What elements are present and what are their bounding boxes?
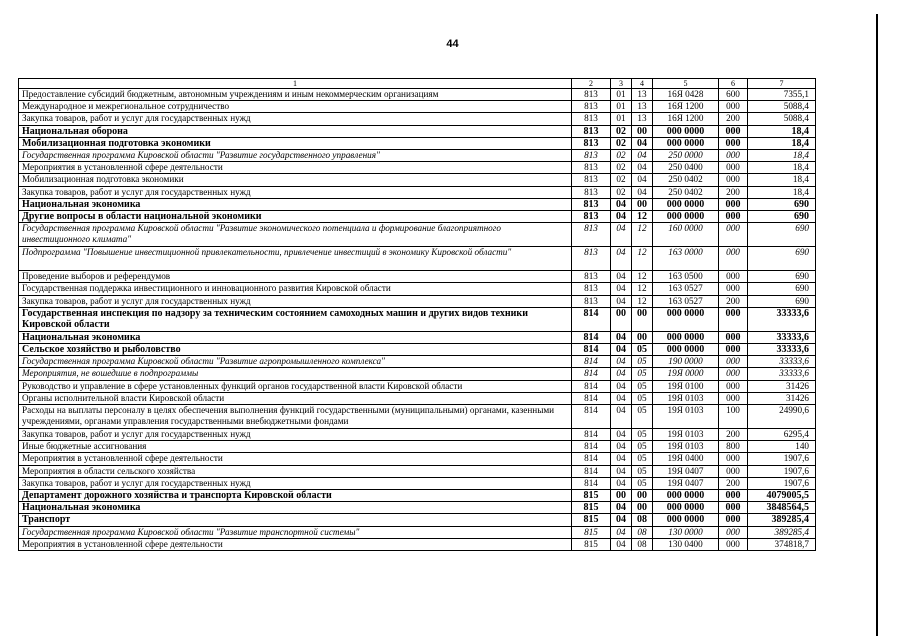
code-cell: 815 [572, 526, 611, 538]
expense-type-cell: 000 [719, 223, 748, 247]
code-cell: 813 [572, 101, 611, 113]
subsection-cell: 08 [632, 514, 653, 526]
amount-cell: 389285,4 [748, 514, 816, 526]
expense-type-cell: 000 [719, 137, 748, 149]
amount-cell: 33333,6 [748, 307, 816, 331]
section-cell: 04 [611, 283, 632, 295]
section-cell: 02 [611, 162, 632, 174]
subsection-cell: 05 [632, 344, 653, 356]
expense-type-cell: 000 [719, 198, 748, 210]
expense-type-cell: 000 [719, 538, 748, 550]
section-cell: 02 [611, 174, 632, 186]
table-row [19, 271, 816, 283]
section-cell: 04 [611, 247, 632, 271]
subsection-cell: 08 [632, 526, 653, 538]
expense-type-cell: 200 [719, 477, 748, 489]
code-cell: 814 [572, 429, 611, 441]
expense-type-cell: 000 [719, 211, 748, 223]
section-cell: 01 [611, 89, 632, 101]
amount-cell: 33333,6 [748, 344, 816, 356]
code-cell: 814 [572, 344, 611, 356]
amount-cell: 31426 [748, 392, 816, 404]
code-cell: 814 [572, 307, 611, 331]
section-cell: 04 [611, 331, 632, 343]
expense-type-cell: 600 [719, 89, 748, 101]
expense-type-cell: 000 [719, 344, 748, 356]
table-row [19, 514, 816, 526]
row-name-cell: Департамент дорожного хозяйства и транспорта Кировской области [19, 490, 572, 502]
expense-type-cell: 000 [719, 271, 748, 283]
table-row [19, 441, 816, 453]
subsection-cell: 13 [632, 113, 653, 125]
section-cell: 04 [611, 477, 632, 489]
target-article-cell: 163 0500 [653, 271, 719, 283]
row-name-cell: Мероприятия в установленной сфере деятельности [19, 538, 572, 550]
section-cell: 04 [611, 441, 632, 453]
table-row [19, 453, 816, 465]
row-name-cell: Мероприятия в установленной сфере деятельности [19, 162, 572, 174]
header-cell-7: 7 [748, 79, 816, 89]
scan-edge-line [876, 14, 878, 636]
subsection-cell: 12 [632, 223, 653, 247]
header-cell-4: 4 [632, 79, 653, 89]
target-article-cell: 16Я 1200 [653, 113, 719, 125]
amount-cell: 4079005,5 [748, 490, 816, 502]
row-name-cell: Национальная оборона [19, 125, 572, 137]
subsection-cell: 04 [632, 162, 653, 174]
section-cell: 04 [611, 453, 632, 465]
section-cell: 04 [611, 502, 632, 514]
row-name-cell: Мобилизационная подготовка экономики [19, 174, 572, 186]
table-row [19, 162, 816, 174]
amount-cell: 5088,4 [748, 113, 816, 125]
code-cell: 814 [572, 453, 611, 465]
target-article-cell: 000 0000 [653, 125, 719, 137]
amount-cell: 389285,4 [748, 526, 816, 538]
header-cell-5: 5 [653, 79, 719, 89]
section-cell: 02 [611, 150, 632, 162]
table-row [19, 247, 816, 271]
target-article-cell: 130 0000 [653, 526, 719, 538]
target-article-cell: 19Я 0103 [653, 429, 719, 441]
subsection-cell: 05 [632, 441, 653, 453]
table-row [19, 283, 816, 295]
row-name-cell: Закупка товаров, работ и услуг для государственных нужд [19, 186, 572, 198]
table-row [19, 223, 816, 247]
row-name-cell: Международное и межрегиональное сотрудничество [19, 101, 572, 113]
subsection-cell: 05 [632, 477, 653, 489]
amount-cell: 374818,7 [748, 538, 816, 550]
table-row [19, 198, 816, 210]
expense-type-cell: 000 [719, 502, 748, 514]
expense-type-cell: 000 [719, 125, 748, 137]
code-cell: 813 [572, 211, 611, 223]
expense-type-cell: 000 [719, 490, 748, 502]
row-name-cell: Национальная экономика [19, 502, 572, 514]
target-article-cell: 000 0000 [653, 198, 719, 210]
row-name-cell: Проведение выборов и референдумов [19, 271, 572, 283]
section-cell: 02 [611, 186, 632, 198]
header-cell-1: 1 [19, 79, 572, 89]
table-row [19, 186, 816, 198]
subsection-cell: 00 [632, 331, 653, 343]
target-article-cell: 19Я 0100 [653, 380, 719, 392]
subsection-cell: 04 [632, 137, 653, 149]
amount-cell: 3848564,5 [748, 502, 816, 514]
expense-type-cell: 000 [719, 392, 748, 404]
expense-type-cell: 000 [719, 174, 748, 186]
target-article-cell: 000 0000 [653, 137, 719, 149]
section-cell: 04 [611, 526, 632, 538]
target-article-cell: 250 0402 [653, 174, 719, 186]
table-row [19, 380, 816, 392]
expense-type-cell: 000 [719, 465, 748, 477]
expense-type-cell: 200 [719, 429, 748, 441]
amount-cell: 690 [748, 295, 816, 307]
table-row [19, 526, 816, 538]
code-cell: 813 [572, 283, 611, 295]
expense-type-cell: 000 [719, 150, 748, 162]
code-cell: 813 [572, 125, 611, 137]
target-article-cell: 16Я 0428 [653, 89, 719, 101]
amount-cell: 690 [748, 223, 816, 247]
row-name-cell: Закупка товаров, работ и услуг для государственных нужд [19, 429, 572, 441]
code-cell: 814 [572, 477, 611, 489]
section-cell: 02 [611, 137, 632, 149]
amount-cell: 24990,6 [748, 405, 816, 429]
subsection-cell: 05 [632, 405, 653, 429]
subsection-cell: 05 [632, 392, 653, 404]
table-row [19, 368, 816, 380]
code-cell: 814 [572, 356, 611, 368]
section-cell: 04 [611, 392, 632, 404]
target-article-cell: 19Я 0103 [653, 405, 719, 429]
section-cell: 04 [611, 198, 632, 210]
table-row [19, 307, 816, 331]
section-cell: 04 [611, 514, 632, 526]
target-article-cell: 000 0000 [653, 344, 719, 356]
amount-cell: 690 [748, 271, 816, 283]
table-row [19, 465, 816, 477]
amount-cell: 690 [748, 283, 816, 295]
table-row [19, 113, 816, 125]
row-name-cell: Государственная программа Кировской области "Развитие транспортной системы" [19, 526, 572, 538]
expense-type-cell: 000 [719, 162, 748, 174]
row-name-cell: Органы исполнительной власти Кировской области [19, 392, 572, 404]
table-row [19, 429, 816, 441]
section-cell: 04 [611, 368, 632, 380]
amount-cell: 5088,4 [748, 101, 816, 113]
code-cell: 813 [572, 89, 611, 101]
expense-type-cell: 800 [719, 441, 748, 453]
table-row [19, 150, 816, 162]
code-cell: 814 [572, 465, 611, 477]
amount-cell: 7355,1 [748, 89, 816, 101]
amount-cell: 1907,6 [748, 465, 816, 477]
target-article-cell: 163 0527 [653, 295, 719, 307]
section-cell: 04 [611, 295, 632, 307]
row-name-cell: Закупка товаров, работ и услуг для государственных нужд [19, 295, 572, 307]
row-name-cell: Закупка товаров, работ и услуг для государственных нужд [19, 477, 572, 489]
section-cell: 00 [611, 307, 632, 331]
code-cell: 813 [572, 137, 611, 149]
amount-cell: 1907,6 [748, 453, 816, 465]
table-row [19, 538, 816, 550]
code-cell: 813 [572, 186, 611, 198]
expense-type-cell: 000 [719, 356, 748, 368]
section-cell: 04 [611, 356, 632, 368]
target-article-cell: 250 0402 [653, 186, 719, 198]
subsection-cell: 05 [632, 465, 653, 477]
row-name-cell: Расходы на выплаты персоналу в целях обеспечения выполнения функций государственными (муниципальными) органами, казенными учреждениями, органами управления государственными внебюджетными фондами [19, 405, 572, 429]
amount-cell: 6295,4 [748, 429, 816, 441]
budget-table [18, 78, 816, 551]
amount-cell: 33333,6 [748, 356, 816, 368]
code-cell: 813 [572, 295, 611, 307]
subsection-cell: 05 [632, 356, 653, 368]
target-article-cell: 000 0000 [653, 490, 719, 502]
code-cell: 814 [572, 441, 611, 453]
row-name-cell: Транспорт [19, 514, 572, 526]
target-article-cell: 19Я 0400 [653, 453, 719, 465]
row-name-cell: Мобилизационная подготовка экономики [19, 137, 572, 149]
amount-cell: 18,4 [748, 125, 816, 137]
subsection-cell: 12 [632, 271, 653, 283]
expense-type-cell: 000 [719, 247, 748, 271]
amount-cell: 1907,6 [748, 477, 816, 489]
section-cell: 04 [611, 380, 632, 392]
row-name-cell: Предоставление субсидий бюджетным, автономным учреждениям и иным некоммерческим организациям [19, 89, 572, 101]
expense-type-cell: 000 [719, 101, 748, 113]
section-cell: 04 [611, 344, 632, 356]
amount-cell: 18,4 [748, 186, 816, 198]
row-name-cell: Национальная экономика [19, 331, 572, 343]
target-article-cell: 19Я 0407 [653, 477, 719, 489]
expense-type-cell: 000 [719, 526, 748, 538]
section-cell: 04 [611, 223, 632, 247]
code-cell: 813 [572, 174, 611, 186]
table-row [19, 392, 816, 404]
code-cell: 813 [572, 223, 611, 247]
amount-cell: 18,4 [748, 150, 816, 162]
target-article-cell: 19Я 0000 [653, 368, 719, 380]
row-name-cell: Закупка товаров, работ и услуг для государственных нужд [19, 113, 572, 125]
table-row [19, 477, 816, 489]
target-article-cell: 19Я 0103 [653, 441, 719, 453]
amount-cell: 690 [748, 211, 816, 223]
table-row [19, 137, 816, 149]
subsection-cell: 00 [632, 307, 653, 331]
code-cell: 813 [572, 198, 611, 210]
row-name-cell: Другие вопросы в области национальной экономики [19, 211, 572, 223]
code-cell: 815 [572, 514, 611, 526]
subsection-cell: 12 [632, 247, 653, 271]
subsection-cell: 00 [632, 125, 653, 137]
page-number: 44 [446, 38, 459, 50]
code-cell: 814 [572, 380, 611, 392]
table-body [19, 79, 816, 551]
subsection-cell: 05 [632, 453, 653, 465]
expense-type-cell: 100 [719, 405, 748, 429]
table-row [19, 356, 816, 368]
subsection-cell: 08 [632, 538, 653, 550]
target-article-cell: 000 0000 [653, 514, 719, 526]
target-article-cell: 250 0000 [653, 150, 719, 162]
code-cell: 813 [572, 162, 611, 174]
target-article-cell: 163 0000 [653, 247, 719, 271]
table-row [19, 174, 816, 186]
amount-cell: 33333,6 [748, 331, 816, 343]
expense-type-cell: 200 [719, 186, 748, 198]
subsection-cell: 05 [632, 429, 653, 441]
subsection-cell: 05 [632, 368, 653, 380]
row-name-cell: Мероприятия, не вошедшие в подпрограммы [19, 368, 572, 380]
row-name-cell: Иные бюджетные ассигнования [19, 441, 572, 453]
expense-type-cell: 000 [719, 380, 748, 392]
expense-type-cell: 000 [719, 307, 748, 331]
row-name-cell: Мероприятия в области сельского хозяйства [19, 465, 572, 477]
code-cell: 814 [572, 405, 611, 429]
section-cell: 01 [611, 101, 632, 113]
subsection-cell: 05 [632, 380, 653, 392]
table-row [19, 502, 816, 514]
subsection-cell: 04 [632, 150, 653, 162]
section-cell: 04 [611, 465, 632, 477]
target-article-cell: 19Я 0407 [653, 465, 719, 477]
amount-cell: 690 [748, 198, 816, 210]
row-name-cell: Государственная программа Кировской области "Развитие агропромышленного комплекса" [19, 356, 572, 368]
subsection-cell: 13 [632, 101, 653, 113]
row-name-cell: Подпрограмма "Повышение инвестиционной привлекательности, привлечение инвестиций в экономику Кировской области" [19, 247, 572, 271]
target-article-cell: 250 0400 [653, 162, 719, 174]
section-cell: 04 [611, 271, 632, 283]
section-cell: 04 [611, 211, 632, 223]
table-row [19, 211, 816, 223]
table-row [19, 89, 816, 101]
row-name-cell: Руководство и управление в сфере установленных функций органов государственной власти Кировской области [19, 380, 572, 392]
code-cell: 813 [572, 113, 611, 125]
amount-cell: 31426 [748, 380, 816, 392]
row-name-cell: Государственная поддержка инвестиционного и инновационного развития Кировской области [19, 283, 572, 295]
row-name-cell: Сельское хозяйство и рыболовство [19, 344, 572, 356]
table-row [19, 344, 816, 356]
code-cell: 813 [572, 247, 611, 271]
target-article-cell: 130 0400 [653, 538, 719, 550]
code-cell: 815 [572, 538, 611, 550]
code-cell: 813 [572, 271, 611, 283]
header-row [19, 79, 816, 89]
expense-type-cell: 200 [719, 295, 748, 307]
subsection-cell: 00 [632, 490, 653, 502]
table-row [19, 331, 816, 343]
amount-cell: 18,4 [748, 174, 816, 186]
table-row [19, 101, 816, 113]
subsection-cell: 12 [632, 283, 653, 295]
row-name-cell: Государственная инспекция по надзору за техническим состоянием самоходных машин и других видов техники Кировской области [19, 307, 572, 331]
code-cell: 814 [572, 392, 611, 404]
target-article-cell: 163 0527 [653, 283, 719, 295]
amount-cell: 140 [748, 441, 816, 453]
section-cell: 04 [611, 429, 632, 441]
target-article-cell: 16Я 1200 [653, 101, 719, 113]
target-article-cell: 19Я 0103 [653, 392, 719, 404]
expense-type-cell: 000 [719, 514, 748, 526]
code-cell: 813 [572, 150, 611, 162]
subsection-cell: 12 [632, 295, 653, 307]
subsection-cell: 04 [632, 174, 653, 186]
table-row [19, 295, 816, 307]
code-cell: 814 [572, 331, 611, 343]
amount-cell: 690 [748, 247, 816, 271]
header-cell-6: 6 [719, 79, 748, 89]
expense-type-cell: 200 [719, 113, 748, 125]
subsection-cell: 00 [632, 198, 653, 210]
target-article-cell: 160 0000 [653, 223, 719, 247]
header-cell-3: 3 [611, 79, 632, 89]
section-cell: 04 [611, 405, 632, 429]
row-name-cell: Государственная программа Кировской области "Развитие экономического потенциала и формирование благоприятного инвестиционного климата" [19, 223, 572, 247]
header-cell-2: 2 [572, 79, 611, 89]
row-name-cell: Национальная экономика [19, 198, 572, 210]
amount-cell: 18,4 [748, 162, 816, 174]
subsection-cell: 13 [632, 89, 653, 101]
amount-cell: 33333,6 [748, 368, 816, 380]
target-article-cell: 190 0000 [653, 356, 719, 368]
target-article-cell: 000 0000 [653, 502, 719, 514]
expense-type-cell: 000 [719, 283, 748, 295]
subsection-cell: 00 [632, 502, 653, 514]
subsection-cell: 12 [632, 211, 653, 223]
row-name-cell: Государственная программа Кировской области "Развитие государственного управления" [19, 150, 572, 162]
row-name-cell: Мероприятия в установленной сфере деятельности [19, 453, 572, 465]
table-row [19, 125, 816, 137]
code-cell: 814 [572, 368, 611, 380]
code-cell: 815 [572, 502, 611, 514]
table-row [19, 405, 816, 429]
target-article-cell: 000 0000 [653, 331, 719, 343]
section-cell: 02 [611, 125, 632, 137]
section-cell: 00 [611, 490, 632, 502]
amount-cell: 18,4 [748, 137, 816, 149]
target-article-cell: 000 0000 [653, 307, 719, 331]
section-cell: 04 [611, 538, 632, 550]
code-cell: 815 [572, 490, 611, 502]
expense-type-cell: 000 [719, 453, 748, 465]
section-cell: 01 [611, 113, 632, 125]
subsection-cell: 04 [632, 186, 653, 198]
expense-type-cell: 000 [719, 331, 748, 343]
target-article-cell: 000 0000 [653, 211, 719, 223]
expense-type-cell: 000 [719, 368, 748, 380]
table-row [19, 490, 816, 502]
